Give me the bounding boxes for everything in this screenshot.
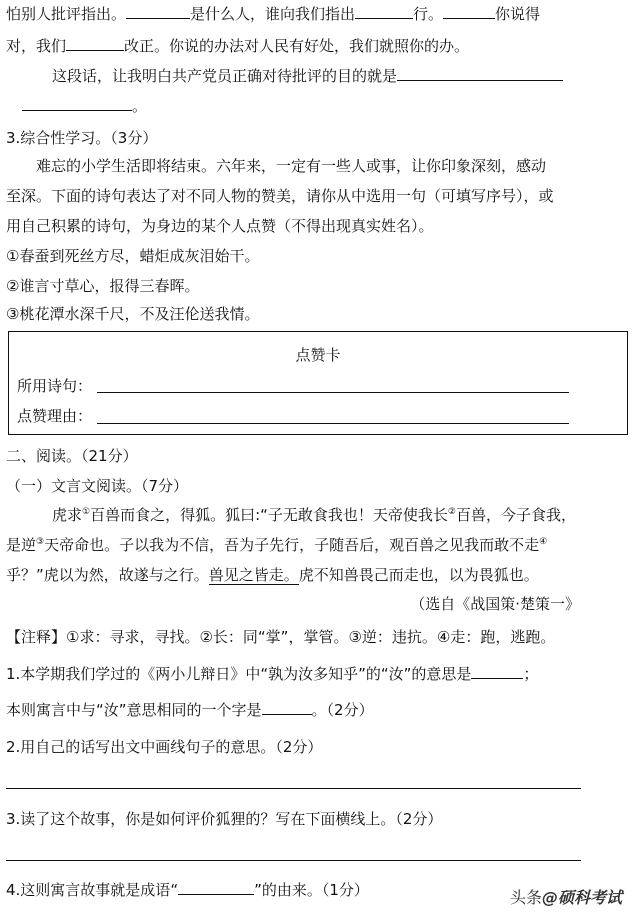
section-title: 二、阅读。（21分）	[6, 447, 138, 465]
note-marker: ①	[82, 507, 91, 517]
note-marker: ④	[539, 537, 548, 547]
text-segment: 你说得	[495, 5, 541, 23]
source-citation: （选自《战国策·楚策一》	[410, 595, 580, 613]
underlined-sentence: 兽见之皆走。	[208, 566, 299, 584]
fill-blank[interactable]	[355, 4, 413, 19]
text-line	[6, 36, 469, 56]
fill-blank[interactable]	[262, 700, 312, 715]
poem-option: ①春蚕到死丝方尽，蜡炬成灰泪始干。	[6, 247, 260, 265]
watermark-handle: @硕科考试	[541, 888, 622, 907]
note-marker: ②	[447, 507, 456, 517]
passage-line	[52, 505, 576, 525]
poem-option: ②谁言寸草心，报得三春晖。	[6, 277, 200, 295]
card-title: 点赞卡	[295, 346, 341, 364]
fill-blank[interactable]	[471, 664, 523, 679]
text-segment: 怕别人批评指出。	[6, 5, 127, 23]
note-marker: ③	[36, 537, 45, 547]
text-segment: 虎不知兽畏己而走也，以为畏狐也。	[298, 566, 539, 584]
text-segment: 1.本学期我们学过的《两小儿辩日》中“孰为汝多知乎”的“汝”的意思是	[6, 665, 472, 683]
text-segment: ”的由来。（1分）	[254, 881, 369, 899]
text-segment: 天帝命也。子以我为不信，吾为子先行，子随吾后，观百兽之见我而敢不走	[44, 536, 540, 554]
text-line	[6, 4, 540, 24]
passage-line	[6, 565, 539, 585]
paragraph-line: 至深。下面的诗句表达了对不同人物的赞美，请你从中选用一句（可填写序号），或	[6, 187, 554, 205]
text-segment: 行。	[413, 5, 444, 23]
text-segment: 改正。你说的办法对人民有好处，我们就照你的办。	[124, 37, 470, 55]
text-segment: 这段话，让我明白共产党员正确对待批评的目的就是	[52, 67, 398, 85]
paragraph-line: 用自己积累的诗句，为身边的某个人点赞（不得出现真实姓名）。	[6, 217, 434, 235]
text-segment: 是逆	[6, 536, 37, 554]
fill-blank[interactable]	[66, 36, 124, 51]
question-2: 2.用自己的话写出文中画线句子的意思。（2分）	[6, 738, 323, 756]
text-segment: 虎求	[52, 506, 83, 524]
question-title: 3.综合性学习。（3分）	[6, 129, 158, 147]
text-segment: ；	[523, 665, 539, 683]
fill-blank[interactable]	[443, 4, 495, 19]
praise-card	[8, 331, 628, 435]
fill-blank[interactable]	[126, 4, 190, 19]
answer-line[interactable]	[6, 860, 581, 861]
fill-blank[interactable]	[22, 96, 132, 111]
watermark	[510, 885, 622, 908]
reason-label: 点赞理由：	[17, 407, 93, 425]
text-line	[52, 66, 563, 86]
text-segment: 百兽，今子食我，	[456, 506, 577, 524]
watermark-prefix: 头条	[509, 888, 542, 907]
text-segment: 本则寓言中与“汝”意思相同的一个字是	[6, 701, 262, 719]
text-segment: 乎？”虎以为然，故遂与之行。	[6, 566, 209, 584]
fill-blank[interactable]	[397, 66, 563, 81]
verse-label: 所用诗句：	[17, 377, 93, 395]
subsection-title: （一）文言文阅读。（7分）	[6, 477, 189, 495]
verse-answer-line[interactable]	[97, 392, 569, 393]
question-1-cont	[6, 700, 374, 720]
fill-blank[interactable]	[178, 880, 254, 895]
notes: 【注释】①求：寻求，寻找。②长：同“掌”，掌管。③逆：违抗。④走：跑，逃跑。	[6, 628, 556, 646]
text-segment: 。	[132, 97, 148, 115]
question-1	[6, 664, 538, 684]
text-segment: 对，我们	[6, 37, 67, 55]
text-segment: 。（2分）	[311, 701, 374, 719]
paragraph-line: 难忘的小学生活即将结束。六年来，一定有一些人或事，让你印象深刻，感动	[36, 157, 547, 175]
reason-answer-line[interactable]	[97, 423, 569, 424]
question-3: 3.读了这个故事，你是如何评价狐狸的？写在下面横线上。（2分）	[6, 810, 443, 828]
text-segment: 是什么人，谁向我们指出	[190, 5, 356, 23]
answer-line[interactable]	[6, 788, 581, 789]
poem-option: ③桃花潭水深千尺，不及汪伦送我情。	[6, 305, 260, 323]
text-segment: 4.这则寓言故事就是成语“	[6, 881, 179, 899]
text-segment: 百兽而食之，得狐。狐曰:“子无敢食我也！天帝使我长	[90, 506, 448, 524]
question-4	[6, 880, 369, 900]
passage-line	[6, 535, 547, 555]
text-line	[22, 96, 147, 116]
